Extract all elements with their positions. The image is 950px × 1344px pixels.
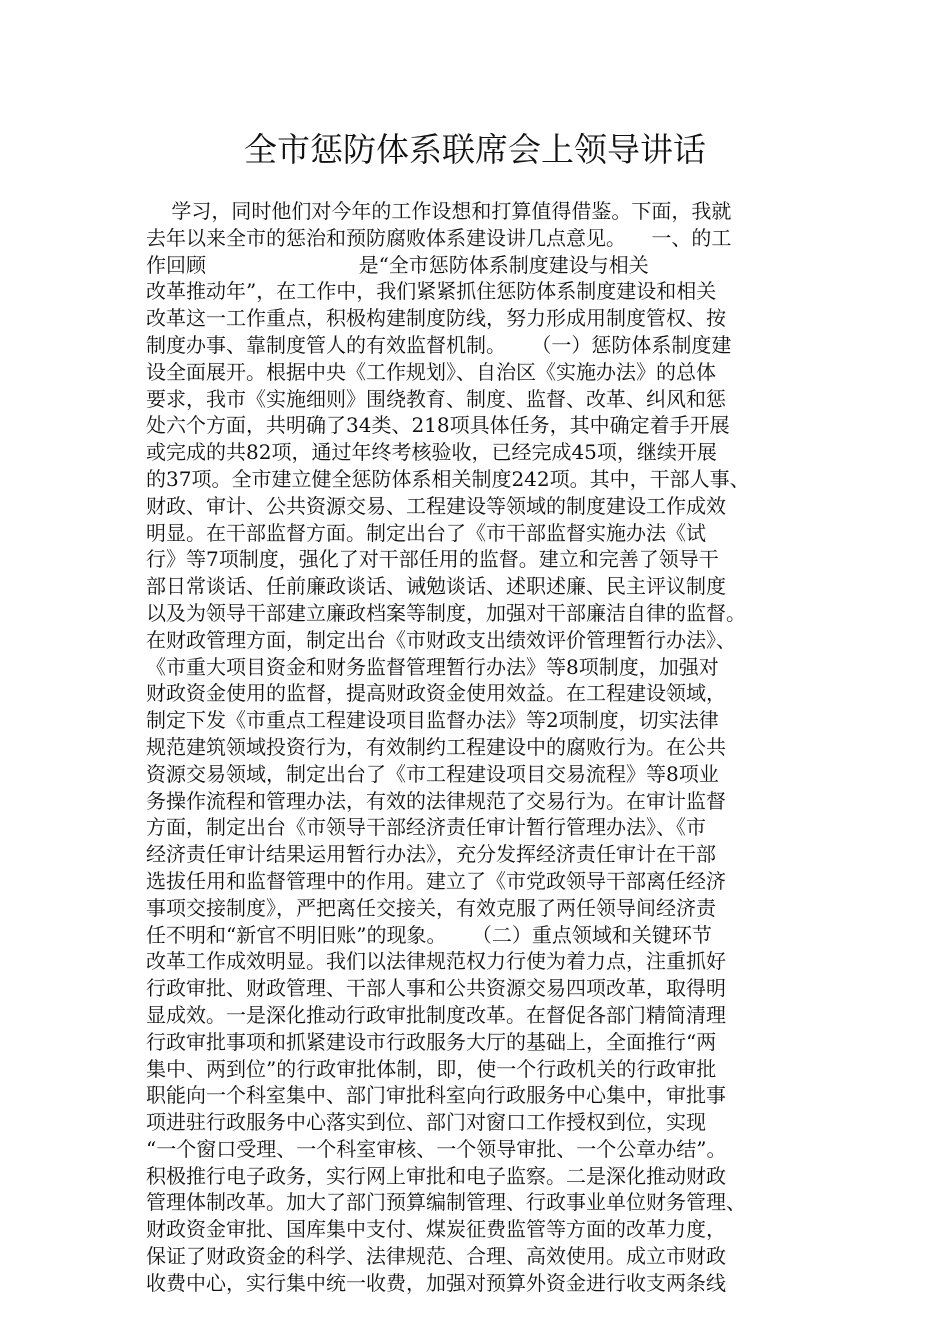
body-line: 经济责任审计结果运用暂行办法》，充分发挥经济责任审计在干部 (146, 842, 716, 867)
body-line: 积极推行电子政务，实行网上审批和电子监察。二是深化推动财政 (146, 1163, 726, 1188)
body-line: 项进驻行政服务中心落实到位、部门对窗口工作授权到位，实现 (146, 1110, 706, 1135)
body-line: 事项交接制度》，严把离任交接关，有效克服了两任领导间经济责 (146, 895, 716, 920)
body-line: 财政、审计、公共资源交易、工程建设等领域的制度建设工作成效 (146, 493, 726, 518)
document-body (146, 198, 826, 1297)
body-line: 行》等7项制度，强化了对干部任用的监督。建立和完善了领导干 (146, 547, 719, 572)
document-title: 全市惩防体系联席会上领导讲话 (244, 130, 706, 169)
body-line: 改革推动年”，在工作中，我们紧紧抓住惩防体系制度建设和相关 (146, 279, 717, 304)
body-line: 部日常谈话、任前廉政谈话、诫勉谈话、述职述廉、民主评议制度 (146, 574, 726, 599)
body-line: 明显。在干部监督方面。制定出台了《市干部监督实施办法《试 (146, 520, 706, 545)
body-line: 行政审批事项和抓紧建设市行政服务大厅的基础上，全面推行“两 (146, 1029, 717, 1054)
body-line: 的37项。全市建立健全惩防体系相关制度242项。其中，干部人事、 (146, 466, 750, 491)
body-line: 改革这一工作重点，积极构建制度防线，努力形成用制度管权、按 (146, 306, 726, 331)
body-line: 任不明和“新官不明旧账”的现象。 （二）重点领域和关键环节 (146, 922, 712, 947)
body-line: 要求，我市《实施细则》围绕教育、制度、监督、改革、纠风和惩 (146, 386, 726, 411)
body-line: “一个窗口受理、一个科室审核、一个领导审批、一个公章办结”。 (146, 1136, 727, 1161)
body-line: 设全面展开。根据中央《工作规划》、自治区《实施办法》的总体 (146, 359, 716, 384)
body-line: 选拔任用和监督管理中的作用。建立了《市党政领导干部离任经济 (146, 868, 726, 893)
body-line: 职能向一个科室集中、部门审批科室向行政服务中心集中，审批事 (146, 1083, 726, 1108)
body-line: 行政审批、财政管理、干部人事和公共资源交易四项改革，取得明 (146, 976, 726, 1001)
body-line: 管理体制改革。加大了部门预算编制管理、行政事业单位财务管理、 (146, 1190, 746, 1215)
body-line: 处六个方面，共明确了34类、218项具体任务，其中确定着手开展 (146, 413, 730, 438)
body-line: 制定下发《市重点工程建设项目监督办法》等2项制度，切实法律 (146, 708, 719, 733)
body-line: 或完成的共82项，通过年终考核验收，已经完成45项，继续开展 (146, 440, 717, 465)
body-line: 制度办事、靠制度管人的有效监督机制。 （一）惩防体系制度建 (146, 332, 732, 357)
body-line: 显成效。一是深化推动行政审批制度改革。在督促各部门精简清理 (146, 1002, 726, 1027)
body-line: 资源交易领域，制定出台了《市工程建设项目交易流程》等8项业 (146, 761, 719, 786)
body-line: 务操作流程和管理办法，有效的法律规范了交易行为。在审计监督 (146, 788, 726, 813)
body-line: 方面，制定出台《市领导干部经济责任审计暂行管理办法》、《市 (146, 815, 706, 840)
body-line: 财政资金使用的监督，提高财政资金使用效益。在工程建设领域， (146, 681, 726, 706)
body-line: 财政资金审批、国库集中支付、煤炭征费监管等方面的改革力度， (146, 1217, 726, 1242)
body-line: 集中、两到位”的行政审批体制，即，使一个行政机关的行政审批 (146, 1056, 717, 1081)
body-line: 作回顾 是“全市惩防体系制度建设与相关 (146, 252, 649, 277)
body-line: 在财政管理方面，制定出台《市财政支出绩效评价管理暂行办法》、 (146, 627, 736, 652)
body-line: 改革工作成效明显。我们以法律规范权力行使为着力点，注重抓好 (146, 949, 726, 974)
body-line: 规范建筑领域投资行为，有效制约工程建设中的腐败行为。在公共 (146, 734, 726, 759)
body-line: 以及为领导干部建立廉政档案等制度，加强对干部廉洁自律的监督。 (146, 600, 746, 625)
body-line: 去年以来全市的惩治和预防腐败体系建设讲几点意见。 一、的工 (146, 225, 732, 250)
body-line: 学习，同时他们对今年的工作设想和打算值得借鉴。下面，我就 (146, 199, 732, 223)
body-line: 《市重大项目资金和财务监督管理暂行办法》等8项制度，加强对 (146, 654, 719, 679)
body-line: 收费中心，实行集中统一收费，加强对预算外资金进行收支两条线 (146, 1270, 726, 1295)
body-line: 保证了财政资金的科学、法律规范、合理、高效使用。成立市财政 (146, 1244, 726, 1269)
